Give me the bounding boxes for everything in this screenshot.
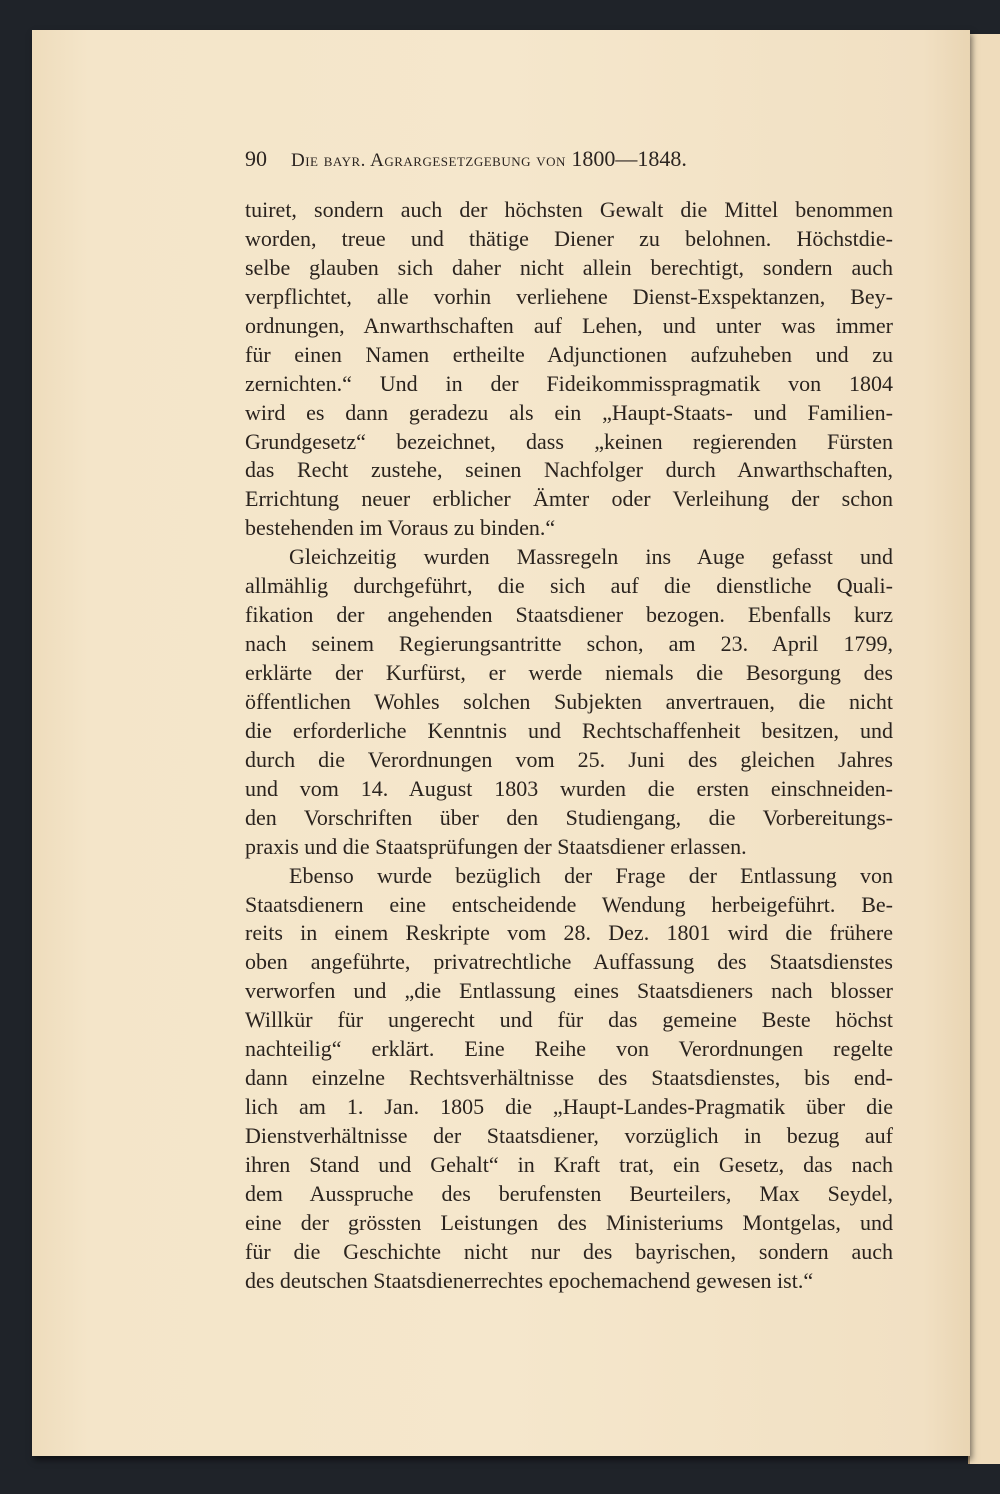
text-line: oben angeführte, privatrechtliche Auffassung des Staatsdienstes <box>245 949 893 975</box>
text-line: das Recht zustehe, seinen Nachfolger durch Anwarthschaften, <box>245 457 893 483</box>
adjacent-page-edge <box>968 34 1000 1464</box>
text-line: allmählig durchgeführt, die sich auf die dienstliche Quali- <box>245 573 893 599</box>
text-line: für einen Namen ertheilte Adjunctionen aufzuheben und zu <box>245 341 893 367</box>
body-text <box>245 196 893 1296</box>
running-title: Die bayr. Agrargesetzgebung von <box>291 150 566 171</box>
text-line: Errichtung neuer erblicher Ämter oder Verleihung der schon <box>245 486 893 512</box>
text-line: Staatsdienern eine entscheidende Wendung herbeigeführt. Be- <box>245 891 893 917</box>
text-line: und vom 14. August 1803 wurden die ersten einschneiden- <box>245 775 893 801</box>
text-line: des deutschen Staatsdienerrechtes epochemachend gewesen ist.“ <box>245 1267 814 1293</box>
text-line: die erforderliche Kenntnis und Rechtschaffenheit besitzen, und <box>245 717 893 743</box>
text-line: Willkür für ungerecht und für das gemeine Beste höchst <box>245 1007 893 1033</box>
text-line: praxis und die Staatsprüfungen der Staatsdiener erlassen. <box>245 833 747 859</box>
text-line: nachteilig“ erklärt. Eine Reihe von Verordnungen regelte <box>245 1036 893 1062</box>
text-line: zernichten.“ Und in der Fideikommisspragmatik von 1804 <box>245 370 893 396</box>
text-line: verpflichtet, alle vorhin verliehene Dienst-Exspektanzen, Bey- <box>245 283 893 309</box>
text-line: nach seinem Regierungsantritte schon, am 23. April 1799, <box>245 631 893 657</box>
text-line: tuiret, sondern auch der höchsten Gewalt die Mittel benommen <box>245 197 893 222</box>
text-line: den Vorschriften über den Studiengang, die Vorbereitungs- <box>245 804 893 830</box>
text-line: selbe glauben sich daher nicht allein berechtigt, sondern auch <box>245 254 893 280</box>
text-line: worden, treue und thätige Diener zu belohnen. Höchstdie- <box>245 225 893 251</box>
text-line: Ebenso wurde bezüglich der Frage der Entlassung von <box>289 862 893 888</box>
text-line: fikation der angehenden Staatsdiener bezogen. Ebenfalls kurz <box>245 602 893 628</box>
text-line: Gleichzeitig wurden Massregeln ins Auge gefasst und <box>289 544 893 570</box>
text-line: Dienstverhältnisse der Staatsdiener, vorzüglich in bezug auf <box>245 1123 893 1148</box>
paragraph <box>245 196 893 543</box>
text-line: verworfen und „die Entlassung eines Staatsdieners nach blosser <box>245 978 893 1004</box>
text-line: wird es dann geradezu als ein „Haupt-Staats- und Familien- <box>245 399 893 425</box>
text-line: öffentlichen Wohles solchen Subjekten anvertrauen, die nicht <box>245 688 893 714</box>
text-line: eine der grössten Leistungen des Ministeriums Montgelas, und <box>245 1209 893 1235</box>
text-line: dann einzelne Rechtsverhältnisse des Staatsdienstes, bis end- <box>245 1065 893 1091</box>
book-page <box>32 30 970 1456</box>
text-line: Grundgesetz“ bezeichnet, dass „keinen regierenden Fürsten <box>245 428 893 454</box>
text-line: durch die Verordnungen vom 25. Juni des gleichen Jahres <box>245 746 893 772</box>
paragraph <box>245 543 893 861</box>
text-line: reits in einem Reskripte vom 28. Dez. 1801 wird die frühere <box>245 920 893 946</box>
text-line: ordnungen, Anwarthschaften auf Lehen, und unter was immer <box>245 312 893 338</box>
page-number: 90 <box>245 146 267 171</box>
text-line: lich am 1. Jan. 1805 die „Haupt-Landes-Pragmatik über die <box>245 1094 893 1120</box>
text-line: bestehenden im Voraus zu binden.“ <box>245 515 556 541</box>
paragraph <box>245 862 893 1296</box>
text-line: erklärte der Kurfürst, er werde niemals die Besorgung des <box>245 660 893 685</box>
running-title-years: 1800—1848. <box>571 146 687 171</box>
running-header <box>245 146 895 172</box>
text-line: dem Ausspruche des berufensten Beurteilers, Max Seydel, <box>245 1180 893 1206</box>
text-line: für die Geschichte nicht nur des bayrischen, sondern auch <box>245 1238 893 1264</box>
text-line: ihren Stand und Gehalt“ in Kraft trat, ein Gesetz, das nach <box>245 1151 893 1177</box>
